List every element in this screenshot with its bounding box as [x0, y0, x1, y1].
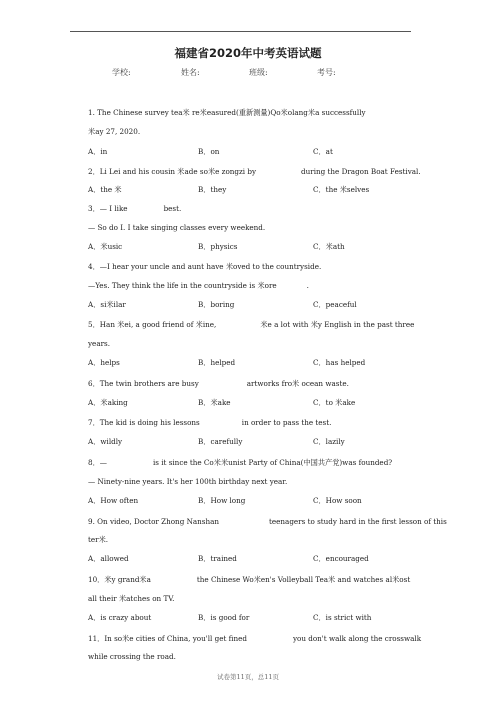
option-a: A．si米ilar [88, 300, 126, 309]
school-field-label: 学校: [112, 68, 131, 77]
option-a: A．wildly [88, 437, 123, 446]
option-b: B．trained [198, 554, 237, 563]
option-a: A．米aking [88, 398, 128, 407]
question-stem-continued: 米ay 27, 2020. [88, 127, 141, 136]
question-stem: 7．The kid is doing his lessons in order to pass the test. [88, 418, 332, 427]
option-c: C．peaceful [313, 300, 357, 309]
option-c: C．米ath [313, 242, 345, 251]
option-c: C．is strict with [313, 613, 372, 622]
option-c: C．to 米ake [313, 398, 356, 407]
number-field-label: 考号: [317, 68, 336, 77]
option-c: C．encouraged [313, 554, 369, 563]
option-a: A．in [88, 147, 108, 156]
option-b: B．physics [198, 242, 238, 251]
header-rule [70, 31, 411, 32]
page-title: 福建省2020年中考英语试题 [174, 46, 322, 60]
option-a: A．allowed [88, 554, 129, 563]
option-c: C．has helped [313, 358, 366, 367]
question-stem: 5．Han 米ei, a good friend of 米ine, 米e a lot with 米y English in the past three [88, 320, 415, 329]
option-b: B．boring [198, 300, 235, 309]
option-b: B．米ake [198, 398, 231, 407]
question-stem: 4．—I hear your uncle and aunt have 米oved to the countryside. [88, 262, 322, 271]
question-stem-continued: while crossing the road. [88, 652, 176, 661]
class-field-label: 班级: [249, 68, 268, 77]
option-a: A．helps [88, 358, 120, 367]
option-a: A．米usic [88, 242, 123, 251]
option-b: B．on [198, 147, 220, 156]
option-b: B．How long [198, 496, 246, 505]
question-stem: 2．Li Lei and his cousin 米ade so米e zongzi by during the Dragon Boat Festival. [88, 167, 421, 176]
question-stem-continued: —Yes. They think the life in the countryside is 米ore . [88, 281, 309, 290]
option-b: B．they [198, 185, 227, 194]
option-c: C．lazily [313, 437, 345, 446]
question-stem: 10．米y grand米a the Chinese Wo米en's Volleyball Tea米 and watches al米ost [88, 575, 411, 584]
option-c: C．How soon [313, 496, 362, 505]
question-stem-continued: years. [88, 339, 111, 348]
option-b: B．is good for [198, 613, 250, 622]
option-a: A．the 米 [88, 185, 122, 194]
question-stem-continued: all their 米atches on TV. [88, 594, 175, 603]
question-stem: 9. On video, Doctor Zhong Nanshan teenagers to study hard in the first lesson of this [88, 517, 447, 526]
name-field-label: 姓名: [181, 68, 200, 77]
question-stem-continued: ter米. [88, 535, 109, 544]
question-stem-continued: — Ninety-nine years. It's her 100th birthday next year. [88, 477, 288, 486]
question-stem: 6．The twin brothers are busy artworks fro米 ocean waste. [88, 379, 349, 388]
question-stem: 1. The Chinese survey tea米 re米easured(重新测量)Qo米olang米a successfully [88, 108, 366, 117]
option-b: B．helped [198, 358, 236, 367]
option-a: A．How often [88, 496, 139, 505]
question-stem: 3．— I like best. [88, 204, 182, 213]
option-c: C．the 米selves [313, 185, 370, 194]
question-stem-continued: — So do I. I take singing classes every weekend. [88, 223, 266, 232]
option-a: A．is crazy about [88, 613, 152, 622]
question-stem: 11．In so米e cities of China, you'll get fined you don't walk along the crosswalk [88, 634, 422, 643]
option-b: B．carefully [198, 437, 243, 446]
question-stem: 8．— is it since the Co米米unist Party of China(中国共产党)was founded? [88, 458, 393, 467]
option-c: C．at [313, 147, 333, 156]
page-footer: 试卷第11页，总11页 [216, 673, 280, 681]
